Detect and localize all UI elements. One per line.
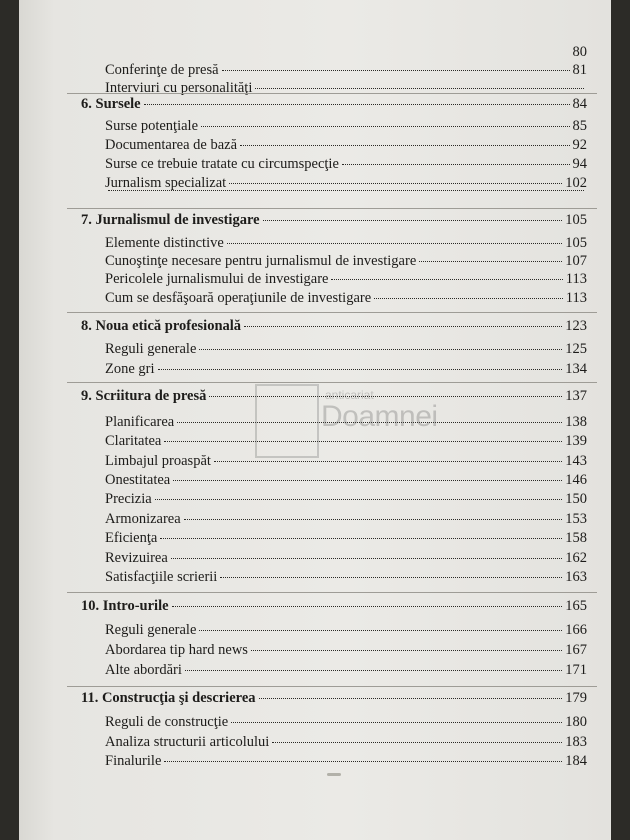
toc-page-number: 143 bbox=[565, 453, 587, 469]
toc-section-heading bbox=[81, 598, 587, 615]
toc-entry bbox=[105, 271, 587, 288]
toc-entry bbox=[105, 734, 587, 751]
toc-section-heading bbox=[81, 318, 587, 335]
leader-dots bbox=[244, 326, 562, 327]
toc-page-number: 162 bbox=[565, 550, 587, 566]
toc-page-number: 105 bbox=[565, 235, 587, 251]
toc-page-number: 138 bbox=[565, 414, 587, 430]
leader-dots bbox=[171, 558, 562, 559]
leader-dots bbox=[272, 742, 562, 743]
toc-entry-label: Eficienţa bbox=[105, 530, 158, 546]
leader-dots bbox=[172, 606, 563, 607]
toc-entry bbox=[105, 472, 587, 489]
watermark-logo bbox=[255, 380, 438, 458]
section-separator bbox=[67, 312, 597, 313]
toc-entry bbox=[105, 662, 587, 679]
toc-page-number: 180 bbox=[565, 714, 587, 730]
toc-section-heading bbox=[81, 690, 587, 707]
toc-entry bbox=[105, 235, 587, 252]
toc-section-heading bbox=[81, 212, 587, 229]
watermark-text-main: Doamnei bbox=[321, 400, 438, 433]
toc-entry bbox=[105, 137, 587, 154]
toc-entry-label: Analiza structurii articolului bbox=[105, 734, 270, 750]
toc-entry-label: Finalurile bbox=[105, 753, 162, 769]
toc-entry-label: Limbajul proaspăt bbox=[105, 453, 211, 469]
toc-entry-label: Jurnalism specializat bbox=[105, 175, 227, 191]
toc-entry bbox=[105, 622, 587, 639]
leader-dots bbox=[419, 261, 562, 262]
toc-entry bbox=[105, 80, 587, 97]
toc-entry bbox=[105, 491, 587, 508]
toc-page-number: 81 bbox=[572, 62, 587, 78]
leader-dots bbox=[199, 349, 562, 350]
toc-page-number: 134 bbox=[565, 361, 587, 377]
toc-entry bbox=[105, 550, 587, 567]
toc-entry-label: Zone gri bbox=[105, 361, 155, 377]
toc-page-number: 105 bbox=[565, 212, 587, 228]
toc-entry-label: 8. Noua etică profesională bbox=[81, 318, 242, 334]
toc-page-number: 85 bbox=[572, 118, 587, 134]
toc-page-number: 139 bbox=[565, 433, 587, 449]
leader-dots bbox=[220, 577, 562, 578]
toc-entry-label: Pericolele jurnalismului de investigare bbox=[105, 271, 329, 287]
toc-page-number: 80 bbox=[572, 44, 587, 60]
toc-entry-label: Armonizarea bbox=[105, 511, 181, 527]
leader-dots bbox=[263, 220, 563, 221]
toc-entry-label: Satisfacţiile scrierii bbox=[105, 569, 218, 585]
toc-entry-label: Abordarea tip hard news bbox=[105, 642, 248, 658]
toc-page-number: 113 bbox=[565, 290, 587, 306]
toc-entry-label: Reguli generale bbox=[105, 341, 197, 357]
toc-entry bbox=[105, 253, 587, 270]
leader-dots bbox=[331, 279, 562, 280]
leader-dots bbox=[185, 670, 562, 671]
toc-entry-label: Alte abordări bbox=[105, 662, 182, 678]
leader-dots bbox=[173, 480, 562, 481]
toc-entry-label: Reguli generale bbox=[105, 622, 197, 638]
leader-dots bbox=[374, 298, 563, 299]
toc-entry bbox=[105, 714, 587, 731]
toc-entry-label: Planificarea bbox=[105, 414, 175, 430]
toc-entry bbox=[105, 511, 587, 528]
page-smudge bbox=[327, 773, 341, 776]
toc-page-number: 137 bbox=[565, 388, 587, 404]
toc-page-number: 107 bbox=[565, 253, 587, 269]
toc-page-number: 150 bbox=[565, 491, 587, 507]
toc-entry-label: Surse potenţiale bbox=[105, 118, 199, 134]
toc-page-number: 92 bbox=[572, 137, 587, 153]
toc-entry bbox=[105, 341, 587, 358]
toc-entry-label: Interviuri cu personalităţi bbox=[105, 80, 253, 96]
toc-page-number: 163 bbox=[565, 569, 587, 585]
leader-dots bbox=[222, 70, 570, 71]
leader-dots bbox=[155, 499, 563, 500]
toc-entry-label: Onestitatea bbox=[105, 472, 171, 488]
toc-entry bbox=[105, 62, 587, 79]
toc-page-number: 179 bbox=[565, 690, 587, 706]
toc-page-number: 184 bbox=[565, 753, 587, 769]
toc-entry bbox=[105, 530, 587, 547]
toc-entry-label: 11. Construcţia şi descrierea bbox=[81, 690, 256, 706]
toc-entry bbox=[105, 642, 587, 659]
leader-dots bbox=[214, 461, 562, 462]
toc-entry-label: Cum se desfăşoară operaţiunile de investigare bbox=[105, 290, 372, 306]
toc-page-number: 125 bbox=[565, 341, 587, 357]
toc-entry-label: Surse ce trebuie tratate cu circumspecţie bbox=[105, 156, 339, 172]
toc-entry-label: 10. Intro-urile bbox=[81, 598, 169, 614]
toc-entry-label: 9. Scriitura de presă bbox=[81, 388, 207, 404]
leader-dots bbox=[255, 88, 584, 89]
leader-dots bbox=[342, 164, 570, 165]
leader-dots bbox=[227, 243, 562, 244]
watermark-text-top: anticariat bbox=[325, 388, 374, 402]
toc-page-number: 166 bbox=[565, 622, 587, 638]
section-separator bbox=[67, 208, 597, 209]
leader-dots bbox=[240, 145, 569, 146]
toc-entry bbox=[105, 44, 587, 61]
leader-dots bbox=[199, 630, 562, 631]
toc-page-number: 153 bbox=[565, 511, 587, 527]
toc-entry-label: 6. Sursele bbox=[81, 96, 141, 112]
section-separator bbox=[67, 93, 597, 94]
toc-entry-label: 7. Jurnalismul de investigare bbox=[81, 212, 260, 228]
toc-entry-label: Documentarea de bază bbox=[105, 137, 238, 153]
leader-dots bbox=[164, 761, 562, 762]
leader-dots bbox=[251, 650, 562, 651]
book-page bbox=[19, 0, 611, 840]
leader-dots bbox=[144, 104, 570, 105]
toc-entry bbox=[105, 361, 587, 378]
toc-page-number: 167 bbox=[565, 642, 587, 658]
toc-entry bbox=[105, 290, 587, 307]
toc-entry bbox=[105, 156, 587, 173]
leader-dots bbox=[108, 190, 584, 191]
toc-page-number: 113 bbox=[565, 271, 587, 287]
toc-entry bbox=[105, 569, 587, 586]
toc-page-number: 158 bbox=[565, 530, 587, 546]
toc-entry bbox=[105, 118, 587, 135]
leader-dots bbox=[184, 519, 563, 520]
toc-entry-label: Cunoştinţe necesare pentru jurnalismul de investigare bbox=[105, 253, 417, 269]
toc-page-number: 171 bbox=[565, 662, 587, 678]
leader-dots bbox=[201, 126, 569, 127]
watermark-book-icon bbox=[255, 384, 319, 458]
toc-page-number: 84 bbox=[572, 96, 587, 112]
toc-page-number: 123 bbox=[565, 318, 587, 334]
toc-entry-label: Conferinţe de presă bbox=[105, 62, 219, 78]
leader-dots bbox=[160, 538, 562, 539]
toc-entry-label: Claritatea bbox=[105, 433, 162, 449]
toc-entry-label: Precizia bbox=[105, 491, 152, 507]
toc-page-number: 146 bbox=[565, 472, 587, 488]
toc-page-number: 102 bbox=[565, 175, 587, 191]
leader-dots bbox=[259, 698, 563, 699]
toc-entry-label: Revizuirea bbox=[105, 550, 168, 566]
toc-entry-label: Elemente distinctive bbox=[105, 235, 224, 251]
toc-page-number: 165 bbox=[565, 598, 587, 614]
toc-section-heading bbox=[81, 96, 587, 113]
section-separator bbox=[67, 686, 597, 687]
leader-dots bbox=[158, 369, 563, 370]
toc-entry bbox=[105, 193, 587, 194]
toc-entry-label: Reguli de construcţie bbox=[105, 714, 229, 730]
section-separator bbox=[67, 592, 597, 593]
toc-page-number: 183 bbox=[565, 734, 587, 750]
toc-entry bbox=[105, 753, 587, 770]
leader-dots bbox=[231, 722, 562, 723]
leader-dots bbox=[229, 183, 562, 184]
toc-page-number: 94 bbox=[572, 156, 587, 172]
